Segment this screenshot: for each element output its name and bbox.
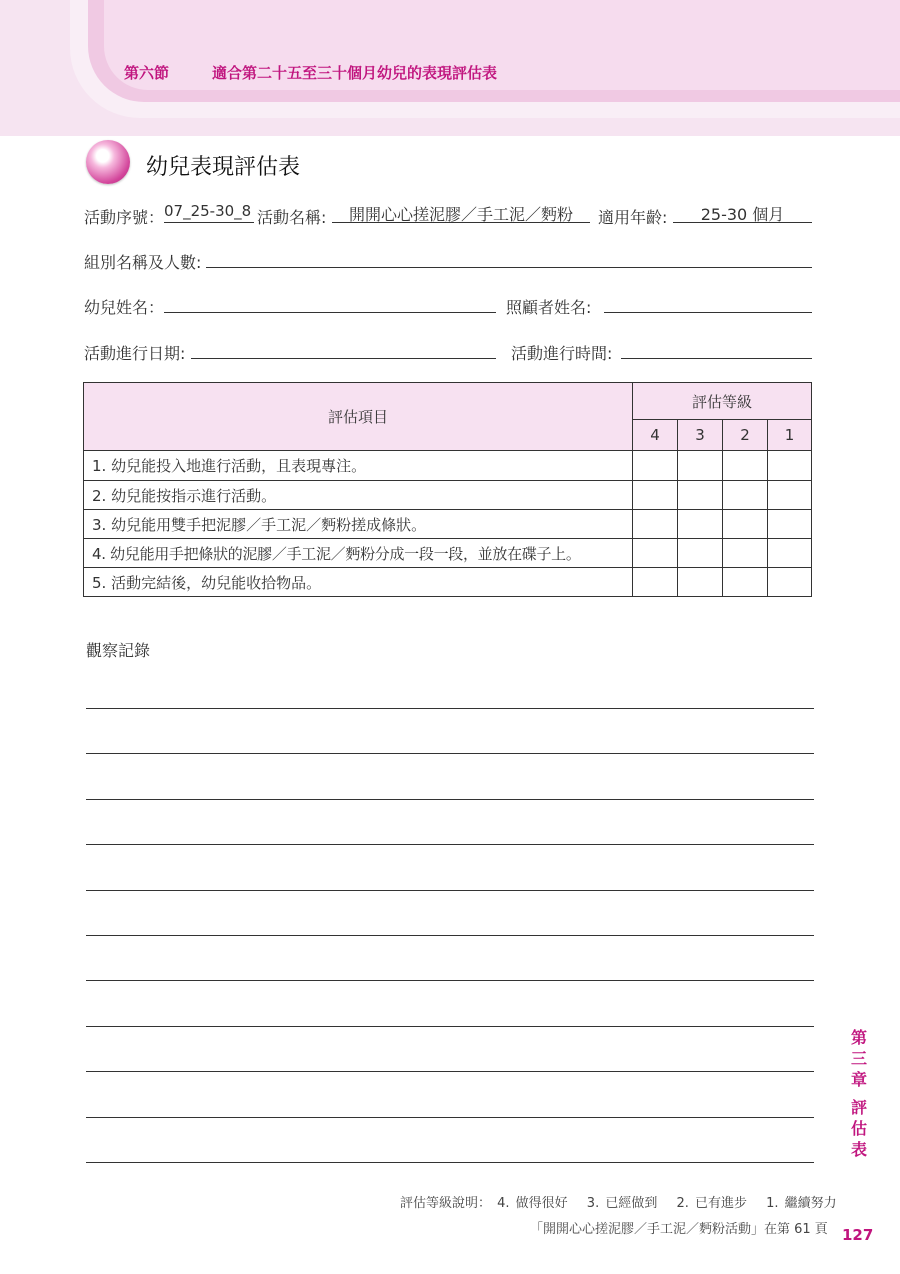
grade-cell[interactable] [678, 539, 723, 568]
pink-ball-icon [86, 140, 130, 184]
item-1: 1. 幼兒能投入地進行活動，且表現專注。 [84, 451, 633, 481]
group-label: 組別名稱及人數: [84, 253, 202, 272]
date-input-line[interactable] [191, 338, 496, 359]
item-3: 3. 幼兒能用雙手把泥膠／手工泥／麪粉搓成條狀。 [84, 510, 633, 539]
grade-cell[interactable] [723, 539, 768, 568]
item-4: 4. 幼兒能用手把條狀的泥膠／手工泥／麪粉分成一段一段，並放在碟子上。 [84, 539, 633, 568]
grade-4-header: 4 [633, 420, 678, 451]
side-char: 表 [850, 1140, 867, 1159]
age-label: 適用年齡: [598, 208, 668, 227]
grade-cell[interactable] [768, 539, 812, 568]
activity-no-label: 活動序號： [84, 208, 165, 227]
age-value: 25-30 個月 [673, 202, 812, 223]
side-chapter-label [850, 1027, 868, 1090]
grade-legend: 評估等級說明： 4. 做得很好 3. 已經做到 2. 已有進步 1. 繼續努力 [400, 1196, 837, 1211]
grade-cell[interactable] [768, 451, 812, 481]
observation-line[interactable] [86, 935, 814, 936]
observation-line[interactable] [86, 1026, 814, 1027]
activity-no-value: 07_25-30_8 [164, 202, 254, 223]
grade-cell[interactable] [678, 510, 723, 539]
table-row [84, 539, 812, 568]
carer-name-label: 照顧者姓名: [506, 298, 592, 317]
side-char: 三 [850, 1049, 867, 1068]
grade-cell[interactable] [768, 568, 812, 597]
grade-cell[interactable] [723, 568, 768, 597]
assessment-table [83, 382, 812, 597]
side-char: 章 [850, 1070, 867, 1089]
grade-cell[interactable] [768, 510, 812, 539]
observation-line[interactable] [86, 708, 814, 709]
page-number: 127 [842, 1226, 874, 1244]
grade-cell[interactable] [723, 510, 768, 539]
side-char: 第 [850, 1028, 867, 1047]
child-name-label: 幼兒姓名： [84, 298, 165, 317]
table-row [84, 451, 812, 481]
grade-cell[interactable] [678, 481, 723, 510]
side-char: 估 [850, 1119, 867, 1138]
observation-line[interactable] [86, 753, 814, 754]
grade-cell[interactable] [633, 451, 678, 481]
child-name-input-line[interactable] [164, 292, 496, 313]
section-title [124, 62, 497, 83]
time-input-line[interactable] [621, 338, 812, 359]
grade-cell[interactable] [723, 481, 768, 510]
time-label: 活動進行時間: [511, 344, 613, 363]
table-row [84, 510, 812, 539]
group-input-line[interactable] [206, 247, 812, 268]
grade-1-header: 1 [768, 420, 812, 451]
side-char: 評 [850, 1098, 867, 1117]
item-2: 2. 幼兒能按指示進行活動。 [84, 481, 633, 510]
grade-3-header: 3 [678, 420, 723, 451]
item-5: 5. 活動完結後，幼兒能收拾物品。 [84, 568, 633, 597]
activity-reference: 「開開心心搓泥膠／手工泥／麪粉活動」在第 61 頁 [530, 1222, 828, 1237]
table-row [84, 568, 812, 597]
grade-cell[interactable] [678, 568, 723, 597]
observation-line[interactable] [86, 1117, 814, 1118]
grade-cell[interactable] [768, 481, 812, 510]
observation-line[interactable] [86, 980, 814, 981]
activity-name-value: 開開心心搓泥膠／手工泥／麪粉 [332, 202, 590, 223]
observation-line[interactable] [86, 844, 814, 845]
table-row [84, 481, 812, 510]
activity-name-label: 活動名稱: [257, 208, 327, 227]
form-title: 幼兒表現評估表 [146, 155, 301, 180]
observation-label: 觀察記錄 [86, 641, 151, 660]
grade-cell[interactable] [633, 539, 678, 568]
grade-cell[interactable] [633, 510, 678, 539]
observation-line[interactable] [86, 799, 814, 800]
grade-cell[interactable] [633, 481, 678, 510]
observation-line[interactable] [86, 890, 814, 891]
grade-header: 評估等級 [633, 383, 812, 420]
observation-line[interactable] [86, 1162, 814, 1163]
side-topic-label [850, 1097, 868, 1160]
date-label: 活動進行日期: [84, 344, 186, 363]
section-name: 適合第二十五至三十個月幼兒的表現評估表 [212, 64, 498, 82]
grade-cell[interactable] [723, 451, 768, 481]
item-header: 評估項目 [84, 383, 633, 451]
observation-line[interactable] [86, 1071, 814, 1072]
carer-name-input-line[interactable] [604, 292, 812, 313]
grade-2-header: 2 [723, 420, 768, 451]
section-number: 第六節 [124, 64, 170, 82]
grade-cell[interactable] [633, 568, 678, 597]
grade-cell[interactable] [678, 451, 723, 481]
